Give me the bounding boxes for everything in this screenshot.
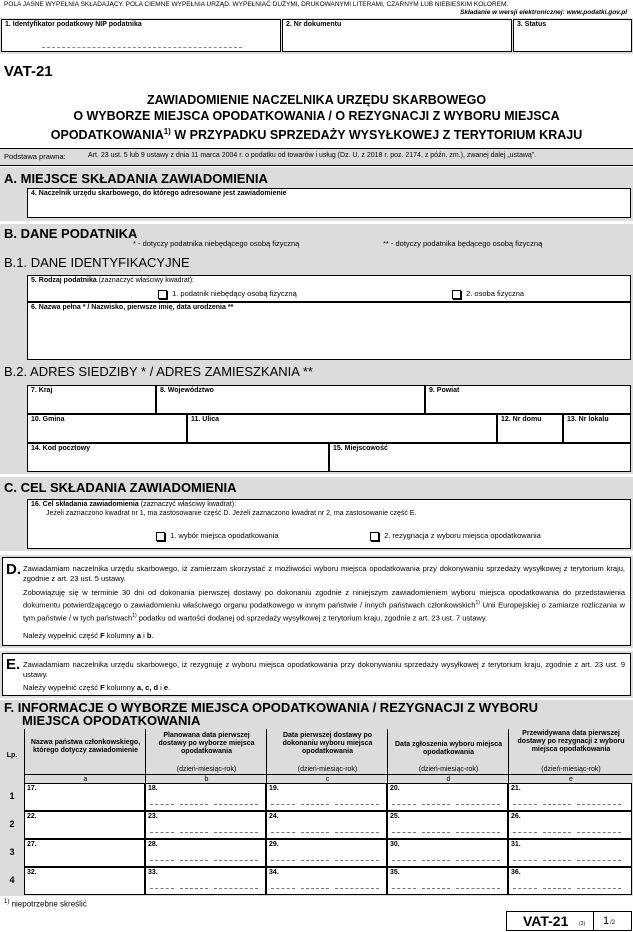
date-segment-line xyxy=(335,888,379,889)
col-e-letter: e xyxy=(569,776,573,783)
date-segment-line xyxy=(577,804,621,805)
date-cell[interactable] xyxy=(266,867,387,895)
date-segment-line xyxy=(456,888,500,889)
date-segment-line xyxy=(271,832,295,833)
electronic-submission-note: Składanie w wersji elektronicznej: www.podatki.gov.pl xyxy=(460,9,627,16)
section-e-letter: E. xyxy=(6,656,21,673)
col-d-sub: (dzień-miesiąc-rok) xyxy=(418,766,479,773)
commune-label: 10. Gmina xyxy=(31,416,65,423)
date-segment-line xyxy=(513,804,537,805)
section-d-p3c: kolumny xyxy=(104,631,137,640)
taxpayer-type-label-text: 5. Rodzaj podatnika xyxy=(31,277,97,284)
date-segment-line xyxy=(214,860,258,861)
cell-number: 31. xyxy=(511,841,521,848)
date-segment-line xyxy=(577,888,621,889)
section-e-p2d: a, c, d xyxy=(136,683,159,692)
taxpayer-type-option1-label: 1. podatnik niebędący osobą fizyczną xyxy=(172,289,297,298)
date-segment-line xyxy=(180,804,208,805)
col-d-letter: d xyxy=(446,776,451,783)
col-d-title: Data zgłoszenia wyboru miejsca opodatkowania xyxy=(395,741,502,756)
country-field[interactable] xyxy=(27,385,156,414)
cell-number: 19. xyxy=(269,785,279,792)
date-cell[interactable] xyxy=(508,811,632,839)
date-segment-line xyxy=(150,832,174,833)
date-segment-line xyxy=(392,832,416,833)
voivodeship-field[interactable] xyxy=(156,385,425,414)
section-d-p2sup1: 1) xyxy=(475,600,480,606)
row-lp: 4 xyxy=(9,875,15,885)
section-e-paragraph1: Zawiadamiam naczelnika urzędu skarbowego, iż rezygnuję z wyboru miejsca opodatkowania przy dokonywaniu sprzedaży wysyłkowej z terytorium kraju, zgodnie z art. 23 ust. 9 ustawy. xyxy=(23,660,625,679)
purpose-option1-label: 1. wybór miejsca opodatkowania xyxy=(170,531,279,540)
date-cell[interactable] xyxy=(145,783,266,811)
cell-number: 26. xyxy=(511,813,521,820)
date-segment-line xyxy=(543,804,571,805)
col-b-sub: (dzień-miesiąc-rok) xyxy=(176,766,237,773)
section-e-p2c: kolumny xyxy=(104,683,137,692)
col-c-title: Data pierwszej dostawy po dokonaniu wyboru miejsca opodatkowania xyxy=(282,732,373,755)
cell-number: 29. xyxy=(269,841,279,848)
cell-number: 33. xyxy=(148,869,158,876)
date-segment-line xyxy=(150,804,174,805)
section-d-p2sup2: 1) xyxy=(132,612,137,619)
section-e-p2f: e xyxy=(163,683,169,692)
date-cell[interactable] xyxy=(508,867,632,895)
date-segment-line xyxy=(301,888,329,889)
date-segment-line xyxy=(335,860,379,861)
status-label: 3. Status xyxy=(517,21,547,28)
section-e xyxy=(0,651,633,698)
date-segment-line xyxy=(180,888,208,889)
form-title-line1: ZAWIADOMIENIE NACZELNIKA URZĘDU SKARBOWEGO xyxy=(146,93,487,107)
house-number-field[interactable] xyxy=(497,414,563,443)
purpose-option2-label: 2. rezygnacja z wyboru miejsca opodatkowania xyxy=(384,531,541,540)
section-e-paragraph2 xyxy=(23,683,170,693)
country-label: 7. Kraj xyxy=(31,387,53,394)
row-lp: 3 xyxy=(9,847,15,857)
checkbox-icon[interactable] xyxy=(370,532,379,541)
voivodeship-label: 8. Województwo xyxy=(160,387,214,394)
date-segment-line xyxy=(513,832,537,833)
taxpayer-type-option1[interactable] xyxy=(158,289,297,299)
date-segment-line xyxy=(422,860,450,861)
form-title-line3 xyxy=(0,124,633,143)
form-title-line3a: OPODATKOWANIA xyxy=(50,128,164,143)
city-field[interactable] xyxy=(329,443,631,472)
date-segment-line xyxy=(271,888,295,889)
section-d-p3e: i xyxy=(140,631,147,640)
date-cell[interactable] xyxy=(145,867,266,895)
footer-form-code-box xyxy=(506,911,632,931)
checkbox-icon[interactable] xyxy=(156,532,165,541)
section-d-letter: D. xyxy=(6,561,21,578)
date-segment-line xyxy=(543,832,571,833)
taxpayer-type-label xyxy=(28,276,630,285)
section-e-p2e: i xyxy=(158,683,164,692)
col-b-title: Planowana data pierwszej dostawy po wyborze miejsca opodatkowania xyxy=(158,732,255,755)
cell-number: 35. xyxy=(390,869,400,876)
date-segment-line xyxy=(392,860,416,861)
date-segment-line xyxy=(422,888,450,889)
country-cell[interactable] xyxy=(24,867,145,895)
section-d-paragraph1: Zawiadamiam naczelnika urzędu skarbowego, iż zamierzam skorzystać z możliwości wyboru miejsca opodatkowania przy dokonywaniu sprzedaży wysyłkowej z terytorium kraju, zgodnie z art. 23 ust. 5 ustawy. xyxy=(23,564,625,583)
section-d-p2b: Unii Europejskiej o zamiarze rozliczania w tym państwie / w tych państwach xyxy=(23,600,625,622)
cell-number: 32. xyxy=(27,869,37,876)
section-f xyxy=(0,700,633,896)
section-d-box xyxy=(2,557,631,646)
apartment-number-label: 13. Nr lokalu xyxy=(567,416,609,423)
commune-field[interactable] xyxy=(27,414,187,443)
country-cell[interactable] xyxy=(24,839,145,867)
date-segment-line xyxy=(301,804,329,805)
cell-number: 27. xyxy=(27,841,37,848)
cell-number: 18. xyxy=(148,785,158,792)
footnote-text: niepotrzebne skreślić xyxy=(11,899,87,909)
tax-office-field[interactable] xyxy=(27,188,631,218)
footer-page: 1 xyxy=(603,915,610,927)
section-d-p3a: Należy wypełnić część xyxy=(23,631,101,640)
postal-code-field[interactable] xyxy=(27,443,329,472)
date-segment-line xyxy=(456,804,500,805)
section-d-p3d: a xyxy=(136,631,141,640)
date-cell[interactable] xyxy=(145,811,266,839)
footnote xyxy=(4,899,87,909)
date-segment-line xyxy=(301,832,329,833)
lp-header: Lp. xyxy=(6,752,18,759)
postal-code-label: 14. Kod pocztowy xyxy=(31,445,91,452)
date-cell[interactable] xyxy=(508,783,632,811)
date-segment-line xyxy=(150,860,174,861)
col-a-title: Nazwa państwa członkowskiego, którego dotyczy zawiadomienie xyxy=(30,739,141,754)
document-number-label: 2. Nr dokumentu xyxy=(286,21,342,28)
date-cell[interactable] xyxy=(145,839,266,867)
section-d-paragraph2 xyxy=(23,588,625,623)
date-segment-line xyxy=(271,860,295,861)
date-segment-line xyxy=(301,860,329,861)
tax-office-label: 4. Naczelnik urzędu skarbowego, do którego adresowane jest zawiadomienie xyxy=(31,190,287,197)
col-e-sub: (dzień-miesiąc-rok) xyxy=(541,766,601,773)
section-d-paragraph3 xyxy=(23,631,154,641)
form-title-line3b: W PRZYPADKU SPRZEDAŻY WYSYŁKOWEJ Z TERYTORIUM KRAJU xyxy=(170,128,583,143)
country-cell[interactable] xyxy=(24,811,145,839)
date-cell[interactable] xyxy=(387,839,508,867)
section-f-title xyxy=(4,701,538,727)
footnote-sup: 1) xyxy=(4,899,10,905)
date-segment-line xyxy=(577,832,621,833)
footer-pages: /2 xyxy=(610,920,616,926)
date-segment-line xyxy=(456,860,500,861)
date-segment-line xyxy=(180,860,208,861)
cell-number: 22. xyxy=(27,813,37,820)
date-segment-line xyxy=(214,832,258,833)
legal-basis-text: Art. 23 ust. 5 lub 9 ustawy z dnia 11 marca 2004 r. o podatku od towarów i usług (Dz. U. z 2018 r. poz. 2174, z późn. zm.), zwanej dalej „ustawą”. xyxy=(88,152,537,159)
nip-field-label: 1. Identyfikator podatkowy NIP podatnika xyxy=(5,21,142,28)
date-cell[interactable] xyxy=(387,867,508,895)
date-segment-line xyxy=(577,860,621,861)
full-name-field[interactable] xyxy=(27,302,631,360)
purpose-note: Jeżeli zaznaczono kwadrat nr 1, ma zastosowanie część D. Jeżeli zaznaczono kwadrat nr 2, ma zastosowanie część E. xyxy=(46,510,417,517)
date-cell[interactable] xyxy=(266,811,387,839)
section-f-title-line2: MIEJSCA OPODATKOWANIA xyxy=(22,713,201,728)
section-d-p2c: podatku od wartości dodanej od sprzedaży wysyłkowej z terytorium kraju, zgodnie z art. 23 ust. 7 ustawy. xyxy=(136,613,488,622)
section-a-title: A. MIEJSCE SKŁADANIA ZAWIADOMIENIA xyxy=(4,171,268,186)
date-cell[interactable] xyxy=(387,811,508,839)
apartment-number-field[interactable] xyxy=(563,414,631,443)
top-notice: POLA JASNE WYPEŁNIA SKŁADAJĄCY. POLA CIEMNE WYPEŁNIA URZĄD. WYPEŁNIAĆ DUŻYMI, DRUKOWANYMI LITERAMI, CZARNYM LUB NIEBIESKIM KOLOREM. xyxy=(4,1,509,8)
city-label: 15. Miejscowość xyxy=(333,445,388,452)
nip-field[interactable] xyxy=(1,19,281,52)
district-field[interactable] xyxy=(425,385,631,414)
purpose-option1[interactable] xyxy=(156,531,279,541)
taxpayer-type-field xyxy=(27,275,631,302)
footer-form-version: (3) xyxy=(579,921,586,927)
street-label: 11. Ulica xyxy=(191,416,220,423)
purpose-label xyxy=(28,500,630,509)
col-c-letter: c xyxy=(325,776,330,783)
section-d-p2a: Zobowiązuję się w terminie 30 dni od dokonania pierwszej dostawy po dokonaniu zgodnie z niniejszym zawiadomieniem wyboru miejsca opodatkowania do przedstawienia dokumentu potwierdzającego o zawiadomieniu właściwego organu podatkowego w innym państwie / innych państwach członkowskich xyxy=(23,588,625,610)
date-segment-line xyxy=(335,804,379,805)
col-e-title: Przewidywana data pierwszej dostawy po rezygnacji z wyboru miejsca opodatkowania xyxy=(517,730,625,753)
checkbox-icon[interactable] xyxy=(158,290,167,299)
date-segment-line xyxy=(543,860,571,861)
taxpayer-type-hint: (zaznaczyć właściwy kwadrat): xyxy=(98,277,194,284)
checkbox-icon[interactable] xyxy=(452,290,461,299)
section-b-note2: ** - dotyczy podatnika będącego osobą fizyczną xyxy=(383,239,543,248)
section-c xyxy=(0,477,633,551)
form-title-sup: 1) xyxy=(163,127,171,136)
taxpayer-type-option2-label: 2. osoba fizyczna xyxy=(466,289,525,298)
date-segment-line xyxy=(422,832,450,833)
section-d-p3b: F xyxy=(100,631,105,640)
district-label: 9. Powiat xyxy=(429,387,460,394)
cell-number: 17. xyxy=(27,785,37,792)
section-e-p2g: . xyxy=(168,683,171,692)
form-title xyxy=(0,92,633,143)
date-segment-line xyxy=(335,832,379,833)
status-field xyxy=(513,19,632,52)
date-cell[interactable] xyxy=(266,839,387,867)
form-title-line2: O WYBORZE MIEJSCA OPODATKOWANIA / O REZYGNACJI Z WYBORU MIEJSCA xyxy=(73,109,560,123)
purpose-label-text: 16. Cel składania zawiadomienia xyxy=(31,501,139,508)
purpose-hint: (zaznaczyć właściwy kwadrat): xyxy=(140,501,237,508)
date-segment-line xyxy=(543,888,571,889)
col-b-letter: b xyxy=(204,776,209,783)
b1-title: B.1. DANE IDENTYFIKACYJNE xyxy=(4,255,190,270)
section-e-p2b: F xyxy=(100,683,105,692)
country-cell[interactable] xyxy=(24,783,145,811)
date-segment-line xyxy=(271,804,295,805)
cell-number: 28. xyxy=(148,841,158,848)
date-cell[interactable] xyxy=(387,783,508,811)
cell-number: 24. xyxy=(269,813,279,820)
form-code: VAT-21 xyxy=(4,63,53,80)
taxpayer-type-option2[interactable] xyxy=(452,289,524,299)
section-f-title-line1: F. INFORMACJE O WYBORZE MIEJSCA OPODATKOWANIA / REZYGNACJI Z WYBORU xyxy=(4,700,538,715)
house-number-label: 12. Nr domu xyxy=(501,416,542,423)
cell-number: 36. xyxy=(511,869,521,876)
date-cell[interactable] xyxy=(508,839,632,867)
header-divider xyxy=(24,774,632,775)
row-lp: 2 xyxy=(9,819,15,829)
date-segment-line xyxy=(214,804,258,805)
nip-input-line xyxy=(42,47,242,48)
section-b-note1: * - dotyczy podatnika niebędącego osobą fizyczną xyxy=(133,239,300,248)
legal-basis-band xyxy=(0,148,633,166)
col-c-sub: (dzień-miesiąc-rok) xyxy=(297,766,358,773)
date-segment-line xyxy=(513,888,537,889)
date-segment-line xyxy=(392,888,416,889)
row-lp: 1 xyxy=(9,791,15,801)
cell-number: 25. xyxy=(390,813,400,820)
date-segment-line xyxy=(456,832,500,833)
date-segment-line xyxy=(180,832,208,833)
cell-number: 34. xyxy=(269,869,279,876)
street-field[interactable] xyxy=(187,414,497,443)
document-number-field xyxy=(282,19,512,52)
footer-divider xyxy=(593,912,594,930)
purpose-option2[interactable] xyxy=(370,531,541,541)
section-d-p3g: . xyxy=(151,631,154,640)
cell-number: 21. xyxy=(511,785,521,792)
legal-basis-label: Podstawa prawna: xyxy=(4,152,66,161)
full-name-label: 6. Nazwa pełna * / Nazwisko, pierwsze imię, data urodzenia ** xyxy=(31,304,234,311)
cell-number: 20. xyxy=(390,785,400,792)
date-segment-line xyxy=(214,888,258,889)
section-a xyxy=(0,167,633,221)
cell-number: 30. xyxy=(390,841,400,848)
col-a-letter: a xyxy=(83,776,88,783)
footer-form-code: VAT-21 xyxy=(523,913,569,929)
date-cell[interactable] xyxy=(266,783,387,811)
section-b-title: B. DANE PODATNIKA xyxy=(4,226,138,241)
section-d-p3f: b xyxy=(146,631,152,640)
date-segment-line xyxy=(150,888,174,889)
purpose-field xyxy=(27,499,631,549)
cell-number: 23. xyxy=(148,813,158,820)
date-segment-line xyxy=(422,804,450,805)
date-segment-line xyxy=(392,804,416,805)
section-b xyxy=(0,224,633,474)
section-d xyxy=(0,555,633,648)
date-segment-line xyxy=(513,860,537,861)
b2-title: B.2. ADRES SIEDZIBY * / ADRES ZAMIESZKANIA ** xyxy=(4,364,313,379)
section-e-box xyxy=(2,653,631,696)
section-e-p2a: Należy wypełnić część xyxy=(23,683,101,692)
section-c-title: C. CEL SKŁADANIA ZAWIADOMIENIA xyxy=(4,480,237,495)
